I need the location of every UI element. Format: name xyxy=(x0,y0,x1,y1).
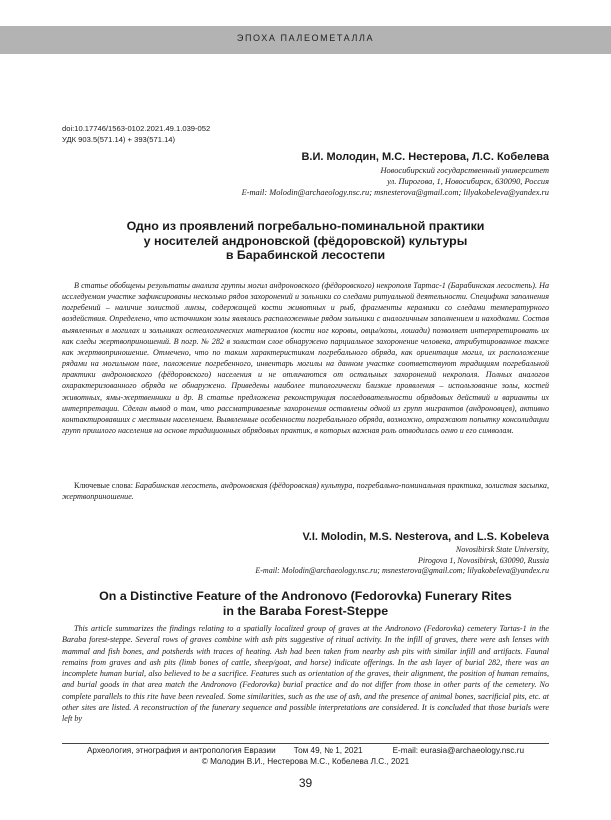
section-title: ЭПОХА ПАЛЕОМЕТАЛЛА xyxy=(236,33,375,43)
title-line: in the Baraba Forest-Steppe xyxy=(222,603,389,618)
title-line: On a Distinctive Feature of the Andronovo (Fedorovka) Funerary Rites xyxy=(99,589,512,603)
journal-name: Археология, этнография и антропология Евразии xyxy=(86,746,276,755)
keywords-label: Ключевые слова: xyxy=(74,481,134,490)
article-title-en xyxy=(62,589,549,618)
affiliation-ru xyxy=(242,166,549,198)
footer-divider xyxy=(62,743,549,744)
keywords-text: Барабинская лесостепь, андроновская (фёдоровская) культура, погребально-поминальная практика, золистая засыпка, жертвоприношение. xyxy=(62,481,549,501)
abstract-en xyxy=(62,623,549,725)
title-line: в Барабинской лесостепи xyxy=(225,248,386,262)
affiliation-en xyxy=(255,545,549,577)
udk: УДК 903.5(571.14) + 393(571.14) xyxy=(62,135,176,144)
journal-email: E-mail: eurasia@archaeology.nsc.ru xyxy=(392,746,525,755)
abstract-text: В статье обобщены результаты анализа группы могил андроновского (фёдоровского) некрополя Тартас-1 (Барабинская лесостепь). На исследуемом участке зафиксированы несколько рядов захоронений и зольники со следами ритуальной деятельности. Специфика заполнения погребений – наличие золистой линзы, содержащей кости животных и рыб, фрагменты керамики со следами температурного воздействия. Определено, что источником золы являлись расположенные рядом зольники с аналогичным заполнением и находками. Состав выявленных в могилах и зольниках остеологических материалов (кости ног коровы, овцы/козы, лошади) позволяет интерпретировать их как следы жертвоприношений. В погр. № 282 в золистом слое обнаружено парциальное захоронение человека, атрибутированное также как жертвоприношение. Отмечено, что по таким характеристикам погребального обряда, как ориентация могил, их расположение рядами на могильном поле, положение погребенного, инвентарь могилы на данном участке соответствуют традициям погребальной практики андроновского (фёдоровского) населения и не отличаются от остальных захоронений некрополя. Полных аналогов охарактеризованного обряда не обнаружено. Приведены наиболее типологически близкие проявления – использование золы, костей животных, ямы-жертвенники и др. В статье предложена реконструкция последовательности обрядовых действий и варианты их интерпретации. Сделан вывод о том, что рассматриваемые захоронения оставлены одной из групп мигрантов (андроновцев), активно контактировавших с местным населением. Выявленные особенности погребального обряда, возможно, отражают попытку консолидации групп пришлого населения на основе традиционных обрядовых практик, в которых важная роль отводилась огню и его символам. xyxy=(62,281,549,436)
journal-issue: Том 49, № 1, 2021 xyxy=(293,746,363,755)
email-en: E-mail: Molodin@archaeology.nsc.ru; msnesterova@gmail.com; lilyakobeleva@yandex.ru xyxy=(255,566,549,575)
affiliation-line: Pirogova 1, Novosibirsk, 630090, Russia xyxy=(417,555,549,565)
page-number: 39 xyxy=(298,776,313,790)
email-ru: E-mail: Molodin@archaeology.nsc.ru; msnesterova@gmail.com; lilyakobeleva@yandex.ru xyxy=(241,187,549,197)
title-line: Одно из проявлений погребально-поминальной практики xyxy=(126,219,485,233)
affiliation-line: Novosibirsk State University, xyxy=(455,545,549,554)
abstract-ru xyxy=(62,280,549,436)
doi: doi:10.17746/1563-0102.2021.49.1.039-052 xyxy=(62,124,211,133)
copyright: © Молодин В.И., Нестерова М.С., Кобелева Л.С., 2021 xyxy=(201,757,410,766)
abstract-text: This article summarizes the findings relating to a spatially localized group of graves at the Andronovo (Fedorovka) cemetery Tartas-1 in the Baraba forest-steppe. Several rows of graves combine with ash pits suggestive of ritual activity. In the infill of graves, there were ash lenses with mammal and fish bones, and potsherds with traces of heating. Ash had been taken from nearby ash pits with similar infill and artifacts. Faunal remains from graves and ash pits (limb bones of cattle, sheep/goat, and horse) indicate offerings. In the ash layer of burial 282, there was an incomplete human burial, also believed to be a sacrifice. Features such as orientation of the graves, their alignment, the position of human remains, and burial goods in that area match the Andronovo (Fedorovka) burial practice and do not differ from those in other parts of the cemetery. No complete parallels to this rite have been revealed. Some similarities, such as the use of ash, and the presence of animal bones, sacrificial pits, etc. at other sites are listed. A reconstruction of the funerary sequence and possible interpretations are considered. It is concluded that those burials were left by xyxy=(62,624,549,724)
article-title-ru xyxy=(62,219,549,263)
keywords-ru xyxy=(62,480,549,502)
title-line: у носителей андроновской (фёдоровской) культуры xyxy=(143,233,468,248)
affiliation-line: Новосибирский государственный университет xyxy=(380,166,549,175)
authors-en: V.I. Molodin, M.S. Nesterova, and L.S. Kobeleva xyxy=(302,531,549,543)
footer-journal-line xyxy=(62,746,549,755)
affiliation-line: ул. Пирогова, 1, Новосибирск, 630090, Россия xyxy=(387,176,549,186)
authors-ru: В.И. Молодин, М.С. Нестерова, Л.С. Кобелева xyxy=(301,151,549,163)
